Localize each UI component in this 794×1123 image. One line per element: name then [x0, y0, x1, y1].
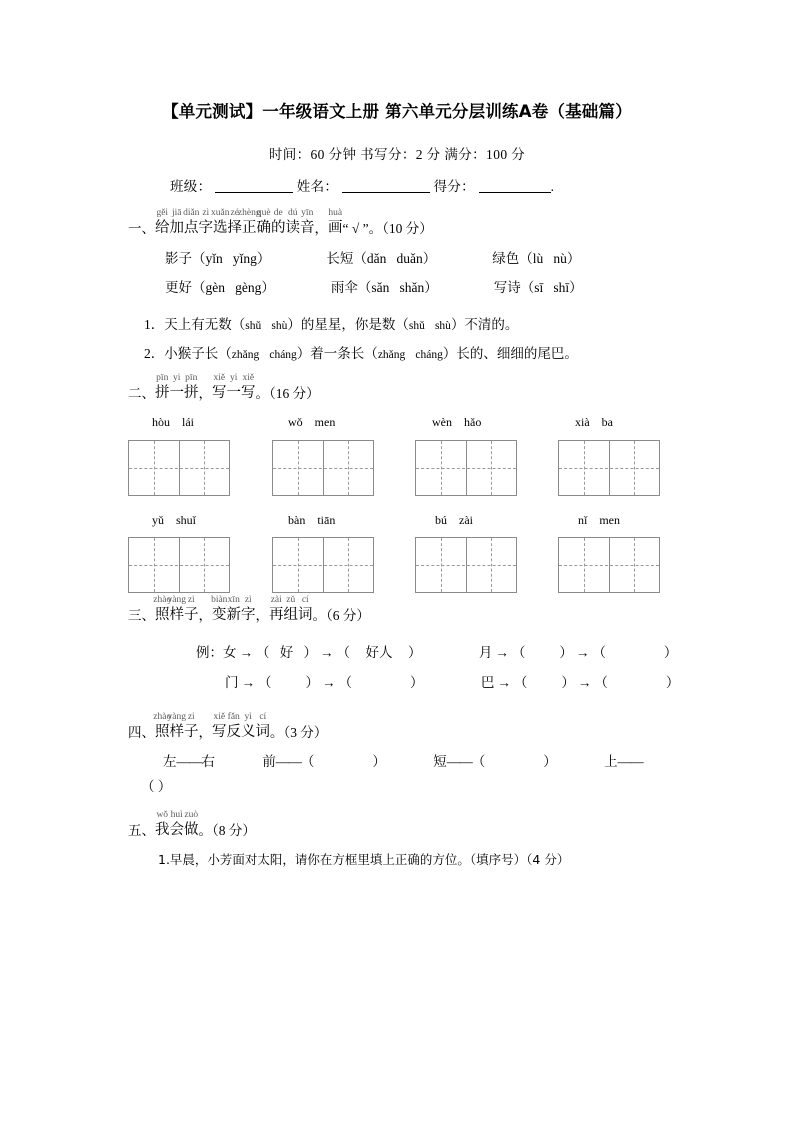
ruby-char: cí 词	[298, 595, 313, 623]
sentence-number: 2．	[144, 346, 165, 361]
section-4-heading	[128, 714, 327, 740]
grid-pinyin-4: xià ba	[575, 415, 613, 429]
writing-grid-box[interactable]	[415, 537, 517, 593]
sentence-number: 1．	[144, 317, 165, 332]
ruby-char: zhào 照	[153, 712, 172, 740]
choice-item[interactable]: 长短（dǎn duǎn）	[326, 251, 437, 266]
writing-grid-box[interactable]	[128, 440, 230, 496]
ruby-char: fǎn 反	[226, 712, 241, 740]
ruby-char: gěi 给	[155, 208, 170, 236]
arrow-icon: →	[241, 675, 255, 690]
class-input-blank[interactable]	[215, 192, 293, 193]
antonym-pair[interactable]: 短——（ ）	[433, 754, 557, 769]
heading-comma: ，	[314, 220, 328, 236]
writing-grid-box[interactable]	[558, 440, 660, 496]
name-input-blank[interactable]	[342, 192, 430, 193]
base-char: 月	[478, 645, 493, 660]
writing-grid-box[interactable]	[415, 440, 517, 496]
sentence-item-2[interactable]: 2．小猴子长（zhǎng cháng）着一条长（zhǎng cháng）长的、细细的尾巴。	[144, 346, 578, 361]
grid-pinyin-5: yǔ shuǐ	[152, 513, 197, 527]
writing-grid-box[interactable]	[272, 537, 374, 593]
section-2-heading	[128, 375, 320, 401]
section-5-heading-tail: 。（8 分）	[198, 822, 256, 838]
ruby-char: xiě 写	[241, 373, 256, 401]
section-2-number: 二、	[128, 385, 155, 401]
score-label: 得分：	[433, 179, 475, 194]
section-5-heading	[128, 812, 256, 838]
ruby-char: zì 字	[241, 595, 256, 623]
name-label: 姓名：	[296, 179, 339, 194]
ruby-char: què 确	[256, 208, 271, 236]
info-trailing-dot: .	[550, 179, 555, 194]
student-info-line	[170, 175, 554, 195]
grid-pinyin-7: bú zài	[435, 513, 473, 527]
ruby-char: xiě 写	[212, 373, 227, 401]
answer-slot[interactable]: 好	[279, 645, 294, 660]
ruby-char: yàng 样	[167, 712, 186, 740]
question-5-1: 1.早晨，小芳面对太阳，请你在方框里填上正确的方位。（填序号）（4 分）	[158, 852, 570, 867]
grid-pinyin-8: nǐ men	[578, 513, 621, 527]
ruby-char: yi 一	[169, 373, 184, 401]
choice-item[interactable]: 雨伞（sǎn shǎn）	[330, 280, 438, 295]
writing-grid-box[interactable]	[558, 537, 660, 593]
antonym-pair[interactable]: 前——（ ）	[262, 754, 386, 769]
grid-pinyin-3: wèn hǎo	[432, 415, 482, 429]
ruby-char: zhèng 正	[237, 208, 261, 236]
ruby-char: diǎn 点	[183, 208, 200, 236]
ruby-char: pīn 拼	[155, 373, 170, 401]
ruby-char: zhào 照	[153, 595, 172, 623]
base-char: 巴	[480, 675, 495, 690]
section-3-number: 三、	[128, 607, 155, 623]
section-1-heading-tail: “ √ ”。（10 分）	[342, 220, 433, 236]
ruby-char: wǒ 我	[155, 810, 170, 838]
ruby-char: zuò 做	[184, 810, 199, 838]
word-build-row-2[interactable]: 门 → （ ） → （ ） 巴 → （ ） → （ ）	[225, 675, 680, 690]
choice-item[interactable]: 写诗（sī shī）	[493, 280, 583, 295]
ruby-char: zài 再	[269, 595, 284, 623]
section-1-number: 一、	[128, 220, 155, 236]
antonym-row-wrap[interactable]	[141, 775, 171, 795]
ruby-char: de 的	[271, 208, 286, 236]
arrow-icon: →	[239, 645, 253, 660]
grid-pinyin-1: hòu lái	[152, 415, 194, 429]
ruby-char: pīn 拼	[184, 373, 199, 401]
grid-pinyin-6: bàn tiān	[288, 513, 336, 527]
ruby-char: dú 读	[285, 208, 300, 236]
class-label: 班级：	[170, 179, 212, 194]
section-3-heading	[128, 597, 370, 623]
ruby-char: zé 择	[227, 208, 242, 236]
heading-comma: ，	[198, 607, 212, 623]
sentence-item-1[interactable]: 1．天上有无数（shǔ shù）的星星，你是数（shǔ shù）不清的。	[144, 317, 519, 332]
arrow-icon: →	[577, 675, 592, 690]
ruby-char: cí 词	[255, 712, 270, 740]
base-char: 门	[225, 675, 239, 690]
ruby-char: biàn 变	[211, 595, 228, 623]
writing-grid-box[interactable]	[128, 537, 230, 593]
ruby-char: xuǎn 选	[211, 208, 230, 236]
ruby-char: xīn 新	[226, 595, 241, 623]
ruby-char: xiě 写	[212, 712, 227, 740]
answer-slot-wrapped[interactable]: （ ）	[141, 779, 172, 794]
choice-item[interactable]: 影子（yǐn yǐng）	[165, 251, 271, 266]
answer-slot[interactable]: 好人	[365, 645, 393, 660]
pinyin-choice-row-2	[165, 276, 583, 296]
heading-comma: ，	[198, 724, 212, 740]
choice-item[interactable]: 更好（gèn gèng）	[165, 280, 275, 295]
antonym-row[interactable]	[163, 750, 643, 770]
ruby-char: zi 子	[184, 595, 199, 623]
pinyin-choice-row-1	[165, 247, 580, 267]
heading-comma: ，	[198, 385, 212, 401]
ruby-char: zǔ 组	[283, 595, 298, 623]
section-2-heading-tail: 。（16 分）	[255, 385, 320, 401]
choice-item[interactable]: 绿色（lù nù）	[492, 251, 581, 266]
heading-comma: ，	[255, 607, 269, 623]
arrow-icon: →	[575, 645, 590, 660]
ruby-char: yàng 样	[167, 595, 186, 623]
arrow-icon: →	[495, 645, 509, 660]
section-3-heading-tail: 。（6 分）	[312, 607, 370, 623]
ruby-char: zì 字	[198, 208, 213, 236]
ruby-char: huì 会	[169, 810, 184, 838]
base-char: 女	[223, 645, 237, 660]
arrow-icon: →	[322, 675, 336, 690]
section-4-heading-tail: 。（3 分）	[270, 724, 328, 740]
exam-meta-subtitle: 时间：60 分钟 书写分：2 分 满分：100 分	[268, 147, 526, 162]
section-4-number: 四、	[128, 724, 155, 740]
score-input-blank[interactable]	[479, 192, 551, 193]
arrow-icon: →	[497, 675, 511, 690]
ruby-char: yīn 音	[300, 208, 315, 236]
example-label: 例：	[196, 645, 223, 660]
writing-grid-box[interactable]	[272, 440, 374, 496]
ruby-char: huà 画	[328, 208, 343, 236]
grid-pinyin-2: wǒ men	[288, 415, 336, 429]
ruby-char: yì 义	[241, 712, 256, 740]
section-5-number: 五、	[128, 822, 155, 838]
arrow-icon: →	[320, 645, 334, 660]
section-1-heading	[128, 210, 433, 236]
ruby-char: jiā 加	[169, 208, 184, 236]
ruby-char: yi 一	[226, 373, 241, 401]
word-build-row-1[interactable]: 例：女 → （ 好 ） → （ 好人 ） 月 → （ ） → （ ）	[196, 641, 677, 661]
antonym-pair: 左——右	[163, 754, 215, 769]
ruby-char: zi 子	[184, 712, 199, 740]
antonym-pair[interactable]: 上——	[604, 754, 643, 769]
page-title: 【单元测试】一年级语文上册 第六单元分层训练A卷（基础篇）	[162, 102, 632, 121]
